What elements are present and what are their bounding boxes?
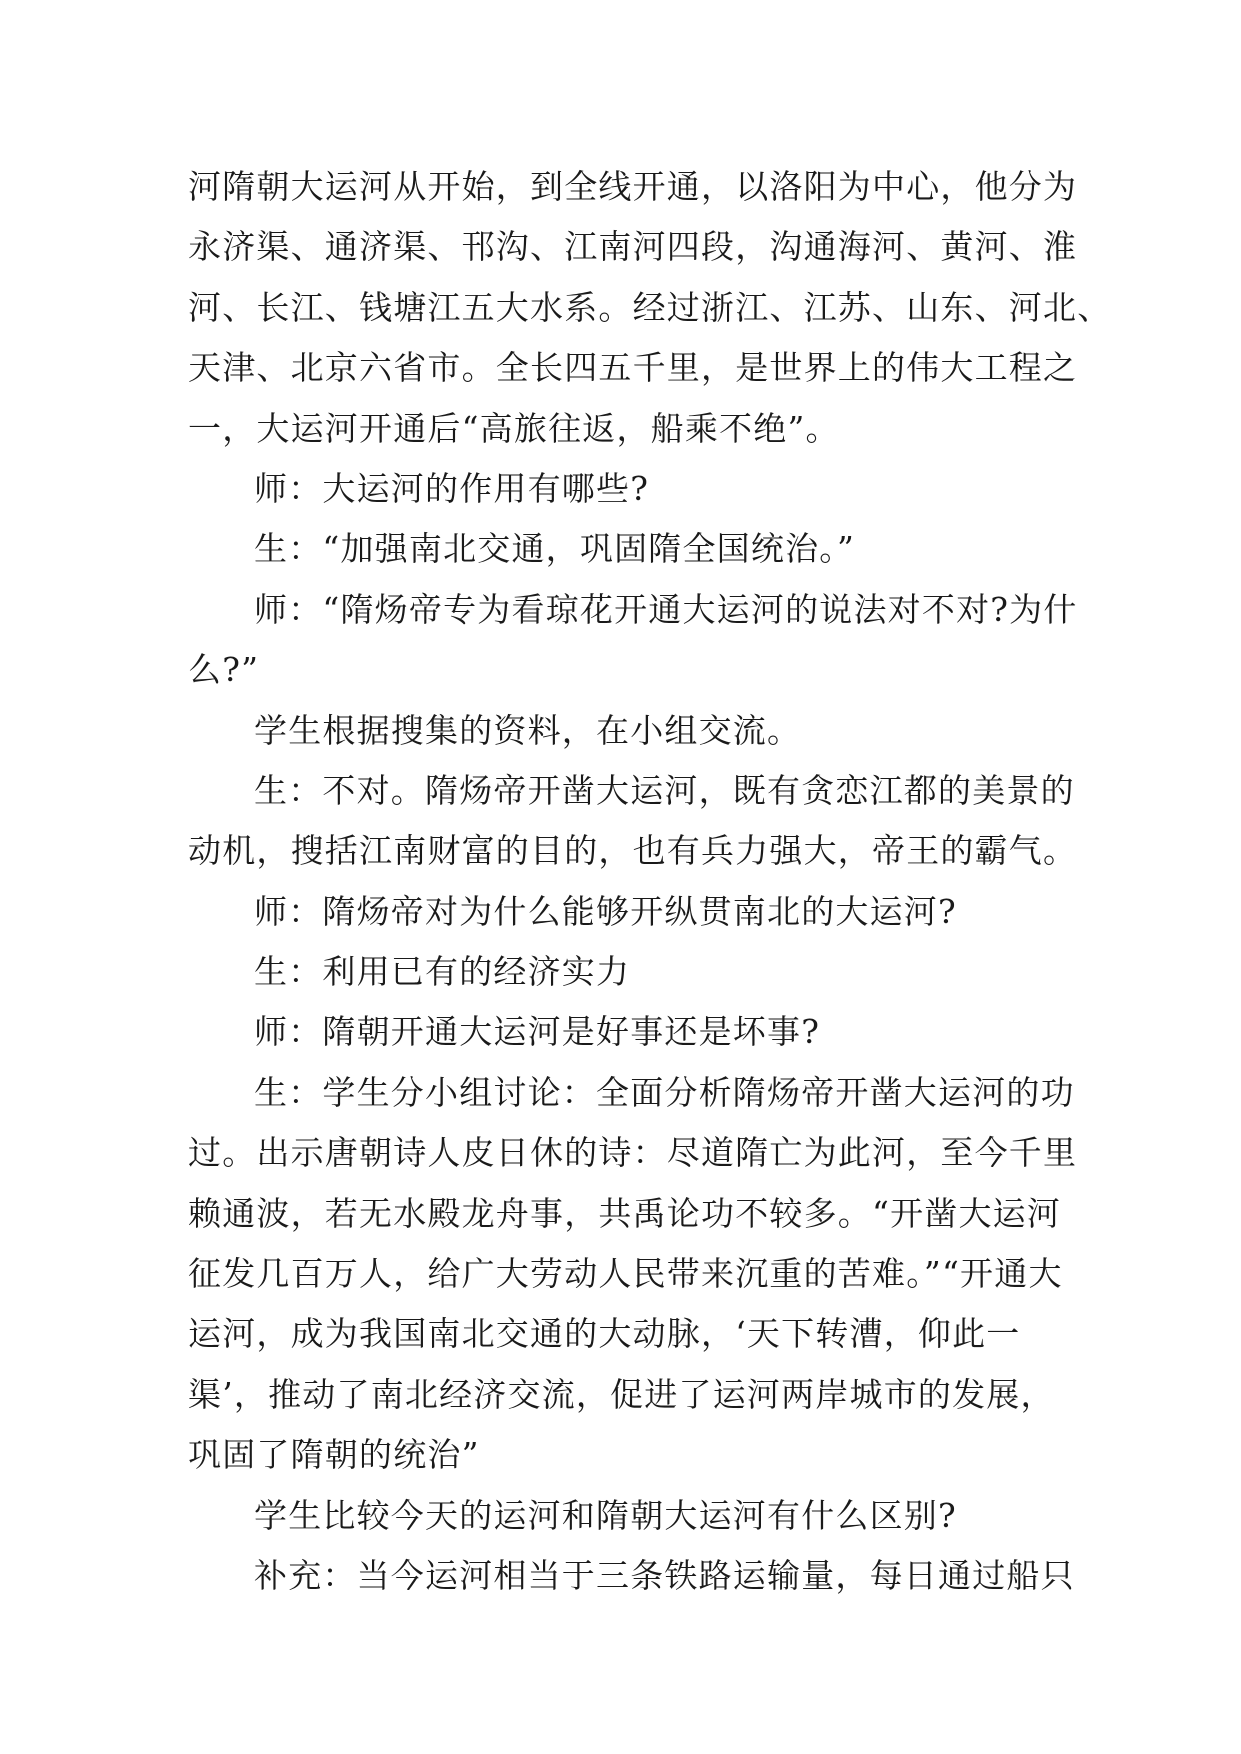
text-line: 巩固了隋朝的统治” [188, 1435, 480, 1475]
text-line: 师：隋炀帝对为什么能够开纵贯南北的大运河? [254, 891, 957, 931]
text-line: 补充：当今运河相当于三条铁路运输量，每日通过船只 [254, 1555, 1075, 1595]
text-line: 么?” [188, 650, 260, 690]
text-line: 学生根据搜集的资料，在小组交流。 [254, 710, 802, 750]
text-line: 天津、北京六省市。全长四五千里，是世界上的伟大工程之 [188, 348, 1078, 388]
text-line: 生：利用已有的经济实力 [254, 952, 631, 992]
text-line: 河隋朝大运河从开始，到全线开通，以洛阳为中心，他分为 [188, 167, 1078, 206]
text-line: 生：学生分小组讨论：全面分析隋炀帝开凿大运河的功 [254, 1072, 1075, 1112]
text-line: 过。出示唐朝诗人皮日休的诗：尽道隋亡为此河，至今千里 [188, 1133, 1078, 1173]
text-line: 运河，成为我国南北交通的大动脉，‘天下转漕，仰此一 [188, 1314, 1021, 1354]
text-line: 生：“加强南北交通，巩固隋全国统治。” [254, 529, 856, 569]
text-line: 渠’，推动了南北经济交流，促进了运河两岸城市的发展， [188, 1374, 1055, 1414]
text-line: 生：不对。隋炀帝开凿大运河，既有贪恋江都的美景的 [254, 770, 1075, 810]
text-line: 征发几百万人，给广大劳动人民带来沉重的苦难。”“开通大 [188, 1254, 1063, 1294]
body-text [188, 157, 1112, 1606]
text-line: 一，大运河开通后“高旅往返，船乘不绝”。 [188, 408, 840, 448]
text-line: 河、长江、钱塘江五大水系。经过浙江、江苏、山东、河北、 [188, 287, 1112, 327]
text-line: 师：大运河的作用有哪些? [254, 468, 650, 508]
text-line: 学生比较今天的运河和隋朝大运河有什么区别? [254, 1495, 957, 1535]
text-line: 永济渠、通济渠、邗沟、江南河四段，沟通海河、黄河、淮 [188, 227, 1078, 267]
text-line: 赖通波，若无水殿龙舟事，共禹论功不较多。“开凿大运河 [188, 1193, 1062, 1233]
text-line: 师：隋朝开通大运河是好事还是坏事? [254, 1012, 821, 1052]
text-line: 师：“隋炀帝专为看琼花开通大运河的说法对不对?为什 [254, 589, 1078, 629]
text-line: 动机，搜括江南财富的目的，也有兵力强大，帝王的霸气。 [188, 831, 1078, 871]
